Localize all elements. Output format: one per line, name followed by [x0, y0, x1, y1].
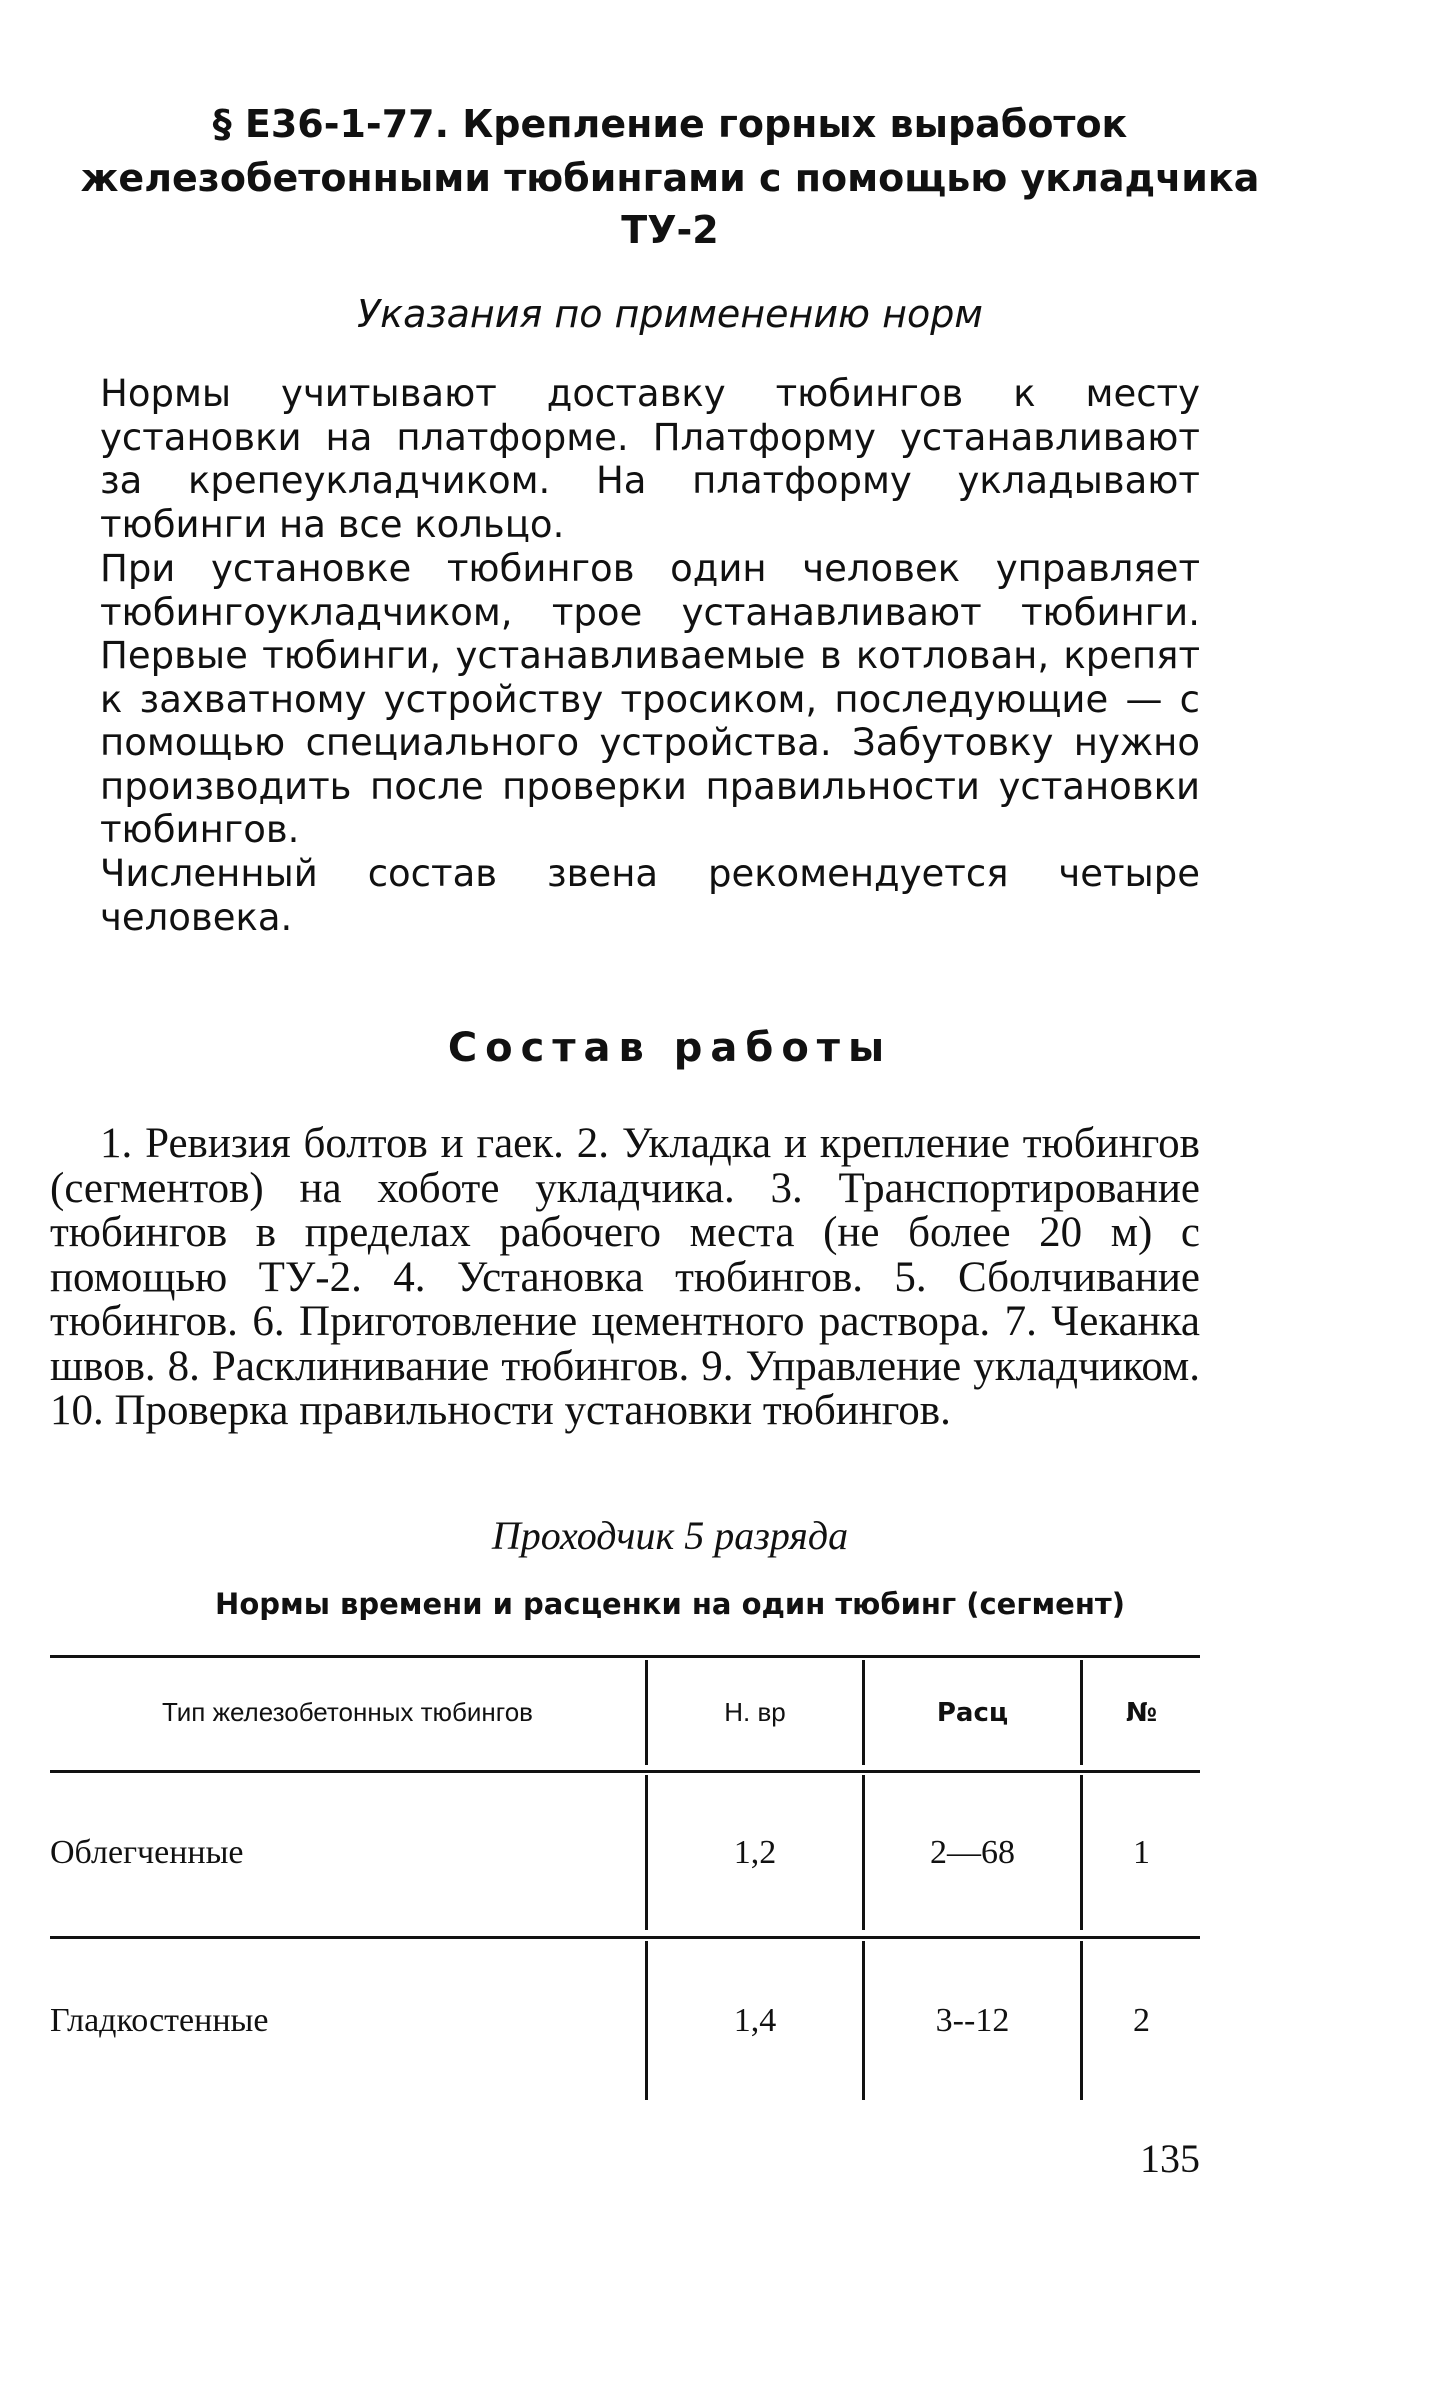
table-row-1-type: Облегченные [50, 1833, 244, 1871]
table-caption: Нормы времени и расценки на один тюбинг (сегмент) [215, 1587, 1125, 1621]
paragraph-1: Нормы учитывают доставку тюбингов к месту установки на платформе. Платформу устанавливают за крепеукладчиком. На платформу укладывают тюбинги на все кольцо. [100, 372, 1200, 546]
table-header-type: Тип железобетонных тюбингов [162, 1697, 533, 1727]
table-row-2-time: 1,4 [733, 2001, 777, 2039]
table-row-rule [50, 1936, 1200, 1939]
page-number: 135 [1140, 2136, 1200, 2181]
table-header-rule [50, 1770, 1200, 1773]
table-row-1-rate: 2—68 [930, 1833, 1015, 1871]
table-row-2-number: 2 [1133, 2001, 1150, 2039]
work-list: 1. Ревизия болтов и гаек. 2. Укладка и крепление тюбингов (сегментов) на хоботе укладчика. 3. Транспортирование тюбингов в пределах рабочего места (не более 20 м) с помощью ТУ-2. 4. Установка тюбингов. 5. Сболчивание тюбингов. 6. Приготовление цементного раствора. 7. Чеканка швов. 8. Расклинивание тюбингов. 9. Управление укладчиком. 10. Проверка правильности установки тюбингов. [50, 1120, 1200, 1434]
table-header-number: № [1125, 1697, 1158, 1728]
paragraph-3: Численный состав звена рекомендуется четыре человека. [100, 852, 1200, 939]
paragraph-2: При установке тюбингов один человек управляет тюбингоукладчиком, трое устанавливают тюбинги. Первые тюбинги, устанавливаемые в котлован, крепят к захватному устройству тросиком, последующие — с помощью специального устройства. Забутовку нужно производить после проверки правильности установки тюбингов. [100, 547, 1200, 851]
table-header-rate: Расц [936, 1697, 1009, 1728]
section-title-line-2: железобетонными тюбингами с помощью укладчика ТУ-2 [80, 156, 1260, 252]
table-row-2-rate: 3--12 [935, 2001, 1010, 2039]
table-row-2-type: Гладкостенные [50, 2001, 269, 2039]
table-top-rule [50, 1655, 1200, 1658]
instructions-heading: Указания по применению норм [357, 292, 983, 336]
worker-grade: Проходчик 5 разряда [491, 1513, 849, 1558]
work-heading: Состав работы [447, 1025, 893, 1071]
table-row-1-time: 1,2 [733, 1833, 777, 1871]
table-header-time: Н. вр [724, 1697, 786, 1727]
table-row-1-number: 1 [1133, 1833, 1150, 1871]
section-title-line-1: § Е36-1-77. Крепление горных выработок [212, 102, 1128, 146]
